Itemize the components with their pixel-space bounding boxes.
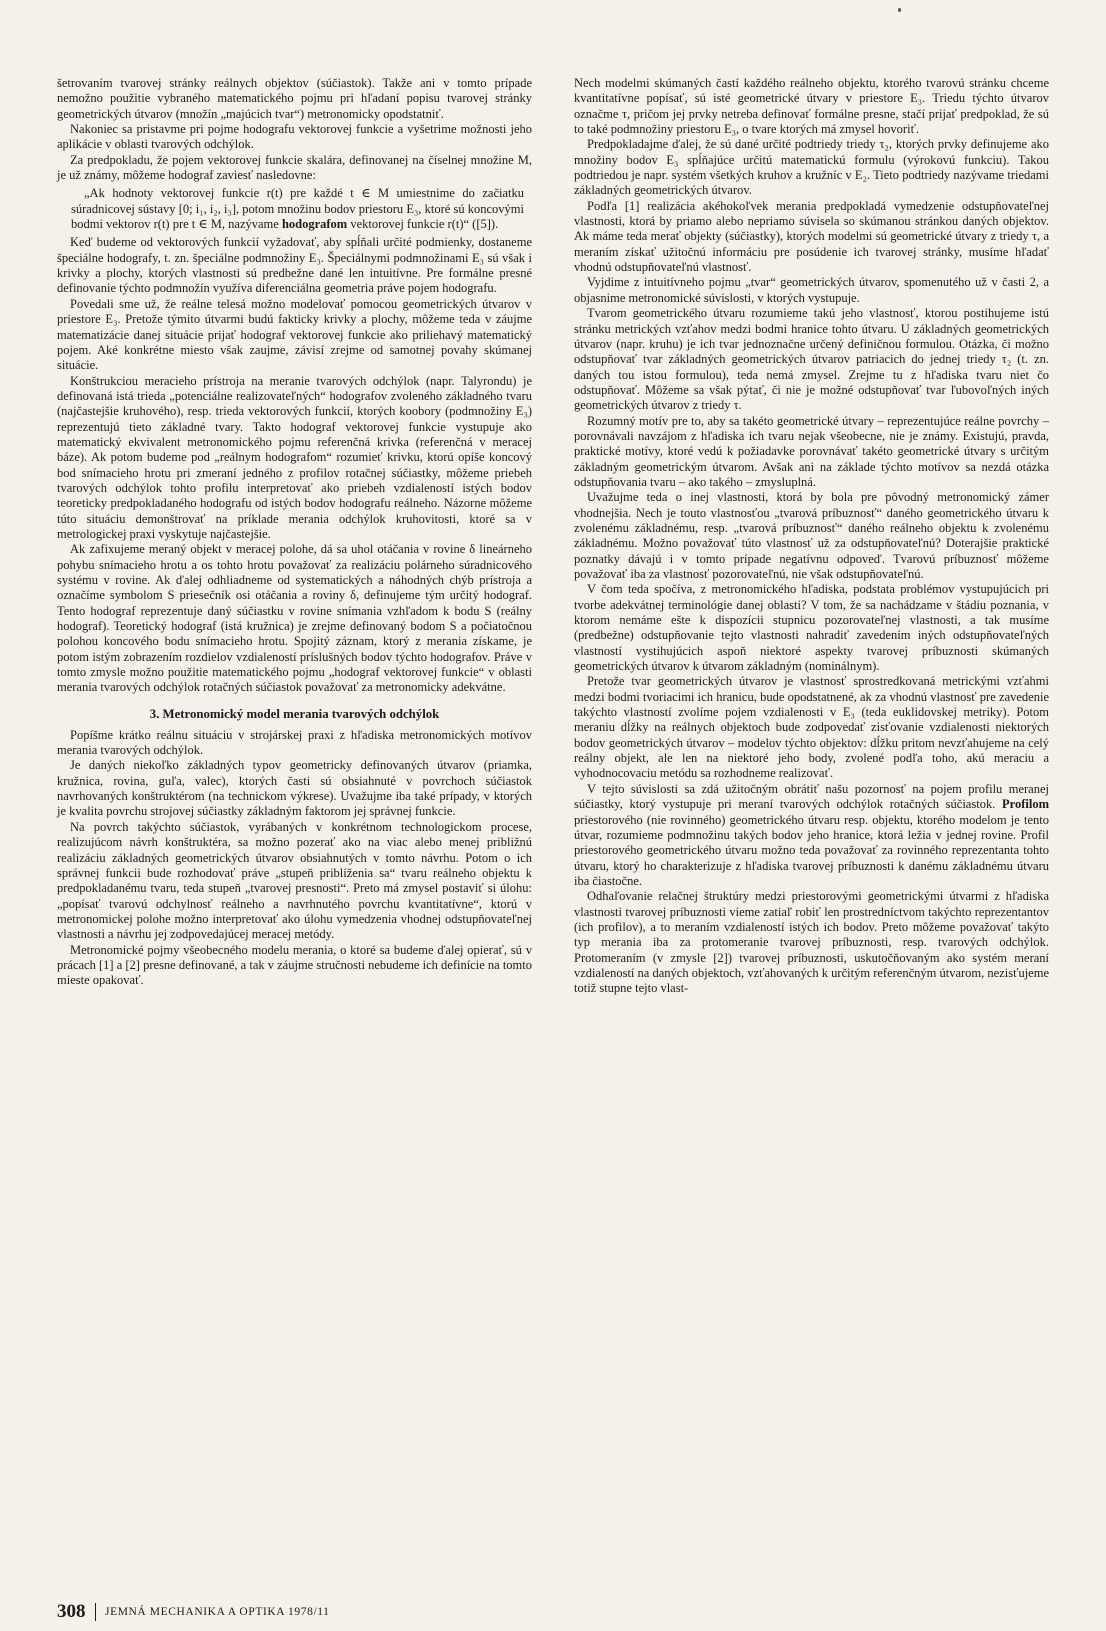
quote-text-a: „Ak hodnoty vektorovej funkcie r(t) pre každé t ∈ M umiestnime do začiatku súradnicovej sústavy [0; i₁, i₂, i₃], potom množinu bodov priestoru E₃, ktoré sú koncovými bodmi vektorov r(t) pre t ∈ M, nazývame	[71, 186, 524, 232]
paragraph: Keď budeme od vektorových funkcií vyžadovať, aby spĺňali určité podmienky, dostaneme špeciálne hodografy, t. zn. špeciálne podmnožiny E₃. Špeciálnymi podmnožinami E₃ sú však i krivky a plochy, ktorých vlastnosti sú predbežne dané len intuitívne. Pre formálne presné definovanie týchto podmnožín využíva diferenciálna geometria práve pojem hodografu.	[57, 235, 532, 296]
page-number: 308	[57, 1601, 86, 1622]
paragraph: Predpokladajme ďalej, že sú dané určité podtriedy triedy τ₂, ktorých prvky definujeme ako množiny bodov E₃ spĺňajúce určitú matematickú formulu (výrokovú funkciu). Takou podtriedou je napr. systém všetkých kruhov a kružníc v E₂. Tieto podtriedy nazývame triedami základných geometrických útvarov.	[574, 137, 1049, 198]
paragraph: Povedali sme už, že reálne telesá možno modelovať pomocou geometrických útvarov v priestore E₃. Pretože týmito útvarmi budú fakticky krivky a plochy, môžeme teda v záujme matematizácie danej situácie prijať hodograf vektorovej funkcie ako priliehavý matematický pojem. Aké konkrétne miesto však zaujme, závisí zrejme od samotnej povahy skúmanej situácie.	[57, 296, 532, 373]
profile-bold-term: Profilom	[1002, 797, 1049, 812]
quote-text-b: vektorovej funkcie r(t)“ ([5]).	[350, 217, 499, 232]
paragraph: Uvažujme teda o inej vlastnosti, ktorá by bola pre pôvodný metronomický zámer vhodnejšia. Nech je touto vlastnosťou „tvarová príbuznosť“ daného geometrického útvaru k zvolenému základnému, resp. „tvarová príbuznosť“ daného reálneho objektu k zvolenému základnému. Možno považovať túto vlastnosť už za odstupňovateľnú? Doterajšie praktické poznatky dávajú i v tomto prípade negatívnu odpoveď. Tvarovú príbuznosť môžeme považovať iba za vlastnosť pozorovateľnú, nie však odstupňovateľnú.	[574, 490, 1049, 581]
footer-divider	[95, 1603, 97, 1621]
paragraph: Pretože tvar geometrických útvarov je vlastnosť sprostredkovaná metrickými vzťahmi medzi bodmi tvoriacimi ich hranicu, bude opodstatnené, ak za vhodnú vlastnosť pre zavedenie takýchto vlastností zvolíme pojem vzdialenosti v E₃ (teda euklidovskej metriky). Potom meraniu dĺžky na reálnych objektoch bude zodpovedať zisťovanie vzdialenosti niektorých bodov geometrických útvarov – modelov týchto objektov: dĺžku pritom nevzťahujeme na celý reálny objekt, ale len na niektoré jeho body, zvolené podľa toho, akú meraciu a vyhodnocovaciu metódu sa rozhodneme realizovať.	[574, 674, 1049, 781]
paragraph: Odhaľovanie relačnej štruktúry medzi priestorovými geometrickými útvarmi z hľadiska vlastnosti tvarovej príbuznosti vieme zatiaľ robiť len prostredníctvom takýchto reprezentantov (ich profilov), a to meraním vzdialeností istých ich bodov. Preto môžeme považovať takýto typ merania iba za protomeranie tvarovej príbuznosti, resp. tvarových odchýlok. Protomeraním (v zmysle [2]) tvarovej príbuznosti, uskutočňovaným ako systém meraní vzdialeností na daných objektoch, vzťahovaných k určitým referenčným útvarom, nezisťujeme totiž stupne tejto vlast-	[574, 889, 1049, 996]
section-heading: 3. Metronomický model merania tvarových odchýlok	[149, 706, 440, 721]
paragraph: Je daných niekoľko základných typov geometricky definovaných útvarov (priamka, kružnica, rovina, guľa, valec), ktorých časti sú obsiahnuté v povrchoch súčiastok navrhovaných konštruktérom (na technickom výkrese). Uvažujme iba také prípady, v ktorých je kvalita povrchu strojovej súčiastky základným faktorom jej správnej funkcie.	[57, 758, 532, 819]
paragraph: Nakoniec sa pristavme pri pojme hodografu vektorovej funkcie a vyšetrime možnosti jeho aplikácie v oblasti tvarových odchýlok.	[57, 122, 532, 152]
paragraph: Konštrukciou meracieho prístroja na meranie tvarových odchýlok (napr. Talyrondu) je definovaná istá trieda „potenciálne realizovateľných“ hodografov zvoleného základného tvaru (najčastejšie kruhového), resp. trieda vektorových funkcií, ktorých koobory (podmnožiny E₃) reprezentujú tieto základné tvary. Takto hodograf vektorovej funkcie vystupuje ako matematický ekvivalent metronomického pojmu referenčná krivka (referenčná v meracej báze). Ak potom budeme pod „reálnym hodografom“ rozumieť krivku, ktorú opíše koncový bod snímacieho hrotu pri zmeraní jedného z profilov rotačnej súčiastky, môžeme priebeh tvarových odchýlok tohto profilu interpretovať ako priebeh vzdialeností istých bodov teoreticky predpokladaného hodografu od istých bodov hodografu reálneho. Názorne môžeme túto situáciu demonštrovať na príklade merania odchýlok kruhovitosti, ktoré sa v metrologickej praxi vyskytuje najčastejšie.	[57, 373, 532, 541]
paragraph: Ak zafixujeme meraný objekt v meracej polohe, dá sa uhol otáčania v rovine δ lineárneho pohybu snímacieho hrotu a os tohto hrotu považovať za realizáciu polárneho súradnicového systému v rovine. Ak ďalej odhliadneme od systematických a náhodných chýb prístroja a označíme symbolom S priesečník osi otáčania a roviny δ, definujeme tým určitý hodograf. Tento hodograf reprezentuje daný súčiastku v rovine snímania vzhľadom k bodu S (reálny hodograf). Teoretický hodograf (istá kružnica) je zrejme definovaný bodom S a počiatočnou polohou koncového bodu snímacieho hrotu. Spojitý záznam, ktorý z merania získame, je potom istým zobrazením rozdielov vzdialeností príslušných bodov týchto hodografov. Práve v tomto zmysle možno použitie matematického pojmu „hodograf vektorovej funkcie“ v oblasti merania tvarových odchýlok rotačných súčiastok považovať za metronomicky adekvátne.	[57, 542, 532, 695]
paragraph: šetrovaním tvarovej stránky reálnych objektov (súčiastok). Takže ani v tomto prípade nemožno použitie vybraného matematického pojmu pri hľadaní popisu tvarovej stránky geometrických útvarov (množín „majúcich tvar“) metronomicky opodstatniť.	[57, 76, 532, 121]
paragraph: Rozumný motív pre to, aby sa takéto geometrické útvary – reprezentujúce reálne povrchy – porovnávali navzájom z hľadiska ich tvaru nejak všeobecne, nie je známy. Existujú, pravda, praktické motívy, ktoré vedú k požiadavke porovnávať takéto geometrické útvary s určitým základným geometrickým útvarom. Avšak ani na základe týchto motívov sa nezdá otázka odstupňovania tvaru – ako takého – zmysluplná.	[574, 413, 1049, 489]
hodograph-definition-quote	[57, 186, 532, 232]
print-speck	[898, 8, 901, 12]
paragraph	[574, 782, 1049, 889]
paragraph: Vyjdime z intuitívneho pojmu „tvar“ geometrických útvarov, spomenutého už v časti 2, a objasnime metronomické súvislosti, v ktorých vystupuje.	[574, 275, 1049, 305]
journal-name: JEMNÁ MECHANIKA A OPTIKA 1978/11	[105, 1606, 330, 1618]
quote-bold-term: hodografom	[281, 217, 348, 232]
paragraph: Za predpokladu, že pojem vektorovej funkcie skalára, definovanej na číselnej množine M, je už známy, môžeme hodograf zaviesť nasledovne:	[57, 152, 532, 183]
paragraph: Nech modelmi skúmaných častí každého reálneho objektu, ktorého tvarovú stránku chceme kvantitatívne popísať, sú isté geometrické útvary v priestore E₃. Triedu týchto útvarov označme τ, pričom jej prvky netreba definovať formálne presne, stačí prijať predpoklad, že sú to také podmnožiny priestoru E₃, o tvare ktorých má zmysel hovoriť.	[574, 76, 1049, 137]
paragraph: Tvarom geometrického útvaru rozumieme takú jeho vlastnosť, ktorou postihujeme istú stránku metrických vzťahov medzi bodmi hranice tohto útvaru. U základných geometrických útvarov (napr. kruhu) je ich tvar jednoznačne určený definičnou formulou. Otázka, či možno odstupňovať tvar základných geometrických útvarov patriacich do jednej triedy τ₂ (t. zn. daných tou istou formulou), teda nemá zmysel. Zrejme tu z hľadiska tvaru niet čo odstupňovať. Môžeme sa však pýtať, či nie je možné odstupňovať tvar ľubovoľných iných geometrických útvarov z triedy τ.	[574, 306, 1049, 413]
paragraph: Metronomické pojmy všeobecného modelu merania, o ktoré sa budeme ďalej opierať, sú v prácach [1] a [2] presne definované, a tak v záujme stručnosti nebudeme ich definície na tomto mieste opakovať.	[57, 942, 532, 988]
paragraph: Na povrch takýchto súčiastok, vyrábaných v konkrétnom technologickom procese, realizujúcom návrh konštruktéra, sa možno pozerať ako na viac alebo menej približnú realizáciu základných geometrických útvarov obsiahnutých v tomto návrhu. Potom o ich správnej funkcii bude rozhodovať práve „stupeň priblíženia sa“ tvaru reálneho objektu k predpokladanému tvaru, teda stupeň „tvarovej presnosti“. Preto má zmysel postaviť si úlohu: „popísať tvarovú odchylnosť reálneho a navrhnutého povrchu kvantitatívne“, ktorú v metronomickej polohe možno interpretovať ako úlohu vymedzenia vhodnej odstupňovateľnej vlastnosti a návrhu jej zodpovedajúcej meracej metódy.	[57, 819, 532, 942]
paragraph: Podľa [1] realizácia akéhokoľvek merania predpokladá vymedzenie odstupňovateľnej vlastnosti, ktorá by priamo alebo nepriamo súvisela so skúmanou stránkou daných objektov. Ak máme teda merať objekty (súčiastky), ktorých modelmi sú geometrické útvary z triedy τ, a meraním získať užitočnú informáciu pre posúdenie ich tvarovej stránky, musíme hľadať vhodnú odstupňovateľnú vlastnosť.	[574, 198, 1049, 275]
page-footer	[57, 1601, 330, 1623]
right-column	[574, 76, 1049, 997]
paragraph: Popíšme krátko reálnu situáciu v strojárskej praxi z hľadiska metronomických motívov merania tvarových odchýlok.	[57, 727, 532, 758]
paragraph-text-b: priestorového (nie rovinného) geometrického útvaru resp. objektu, ktorého modelom je tento útvar, rozumieme podmnožinu takých bodov jeho hranice, ktorá ležia v jednej rovine. Profil priestorového geometrického útvaru možno teda považovať za rovinného reprezentanta tohto útvaru, ktorý ho charakterizuje z hľadiska tvarovej príbuznosti k danému základnému útvaru iba čiastočne.	[574, 812, 1049, 888]
paragraph: V čom teda spočíva, z metronomického hľadiska, podstata problémov vystupujúcich pri tvorbe adekvátnej terminológie danej oblasti? V tom, že sa nachádzame v štádiu poznania, v ktorom nemáme ešte k dispozícii stupnicu pozorovateľnej vlastnosti, a tak musíme (predbežne) odstupňovanie tejto vlastnosti nahradiť zavedením iných odstupňovateľných vlastností vystihujúcich aspoň niektoré aspekty tvarovej príbuznosti skúmaných geometrických útvarov k útvarom základným (nominálnym).	[574, 582, 1049, 674]
paragraph-text-a: V tejto súvislosti sa zdá užitočným obrátiť našu pozornosť na pojem profilu meranej súčiastky, ktorý vystupuje pri meraní tvarových odchýlok rotačných súčiastok.	[574, 781, 1049, 812]
left-column	[57, 76, 532, 989]
